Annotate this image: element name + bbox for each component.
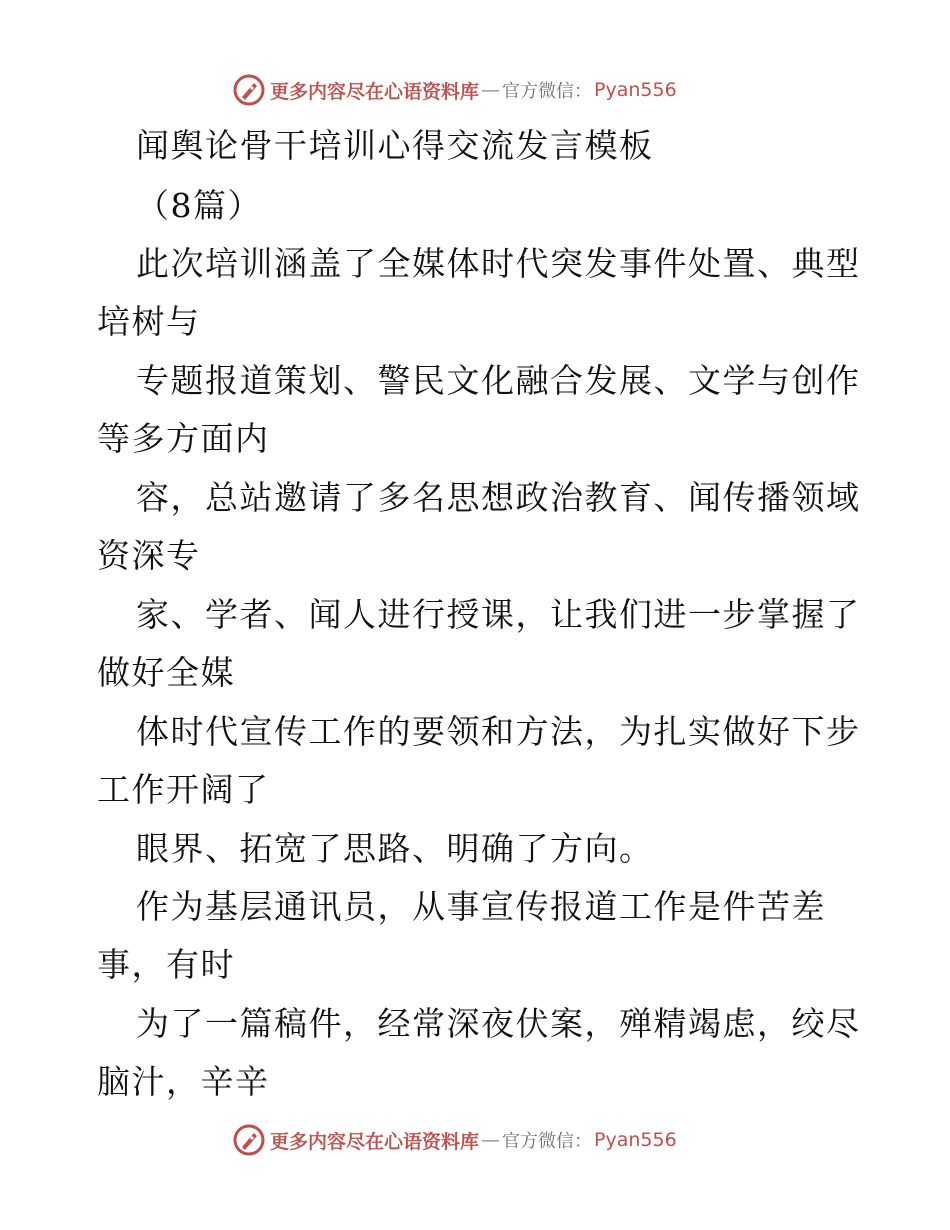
watermark-label: 官方微信： bbox=[502, 81, 593, 102]
document-title: 闻舆论骨干培训心得交流发言模板 bbox=[136, 126, 654, 165]
body-line: 工作开阔了 bbox=[97, 770, 270, 809]
watermark-label: 官方微信： bbox=[502, 1131, 593, 1152]
body-line: 为了一篇稿件，经常深夜伏案，殚精竭虑，绞尽 bbox=[136, 1004, 861, 1043]
watermark-brand: 更多内容尽在心语资料库 bbox=[270, 1130, 480, 1153]
watermark-dash: — bbox=[481, 1129, 501, 1151]
header-watermark bbox=[232, 70, 732, 110]
body-line: 家、学者、闻人进行授课，让我们进一步掌握了 bbox=[136, 595, 861, 634]
footer-watermark bbox=[232, 1120, 732, 1160]
watermark-id: Pyan556 bbox=[594, 1129, 677, 1151]
body-line: 等多方面内 bbox=[97, 419, 270, 458]
body-line: 此次培训涵盖了全媒体时代突发事件处置、典型 bbox=[136, 244, 861, 283]
body-line: 资深专 bbox=[97, 536, 201, 575]
body-line: 脑汁，辛辛 bbox=[97, 1062, 270, 1101]
watermark-dash: — bbox=[481, 79, 501, 101]
watermark-brand: 更多内容尽在心语资料库 bbox=[270, 80, 480, 103]
body-line: 培树与 bbox=[97, 302, 201, 341]
body-line: 专题报道策划、警民文化融合发展、文学与创作 bbox=[136, 361, 861, 400]
body-line: 做好全媒 bbox=[97, 653, 235, 692]
pen-nib-circle-icon bbox=[232, 1123, 266, 1157]
body-line: 容，总站邀请了多名思想政治教育、闻传播领域 bbox=[136, 478, 861, 517]
body-line: 体时代宣传工作的要领和方法，为扎实做好下步 bbox=[136, 712, 861, 751]
pen-nib-circle-icon bbox=[232, 73, 266, 107]
body-line: 作为基层通讯员，从事宣传报道工作是件苦差 bbox=[136, 887, 826, 926]
watermark-id: Pyan556 bbox=[594, 79, 677, 101]
body-line: 事，有时 bbox=[97, 945, 235, 984]
document-subtitle: （8篇） bbox=[136, 186, 262, 225]
body-line: 眼界、拓宽了思路、明确了方向。 bbox=[136, 829, 654, 868]
